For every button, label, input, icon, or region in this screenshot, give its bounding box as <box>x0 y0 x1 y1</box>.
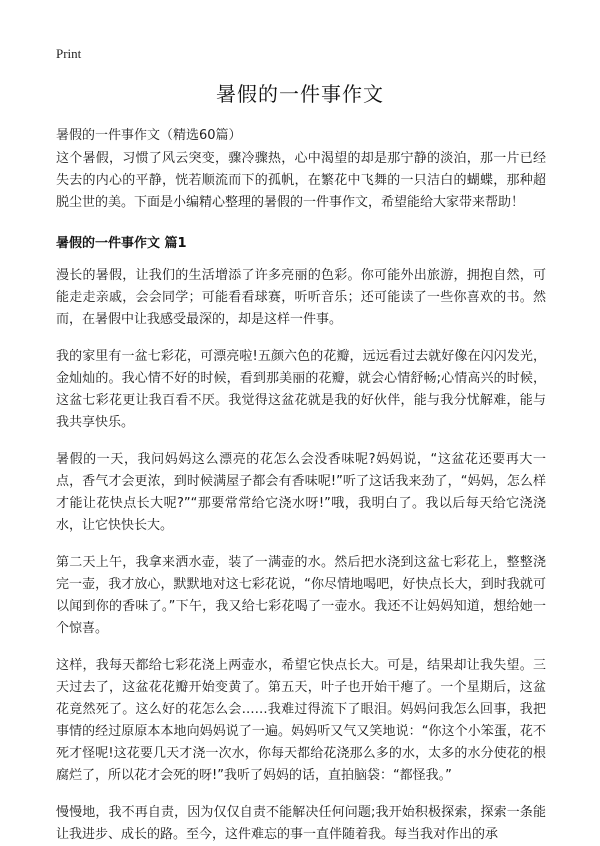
intro-paragraph: 这个暑假，习惯了风云突变，骤冷骤热，心中渴望的却是那宁静的淡泊，那一片已经失去的内心的平静，恍若顺流而下的孤帆，在繁花中飞舞的一只洁白的蝴蝶，那种超脱尘世的美。下面是小编精心整理的暑假的一件事作文，希望能给大家带来帮助！ <box>56 151 546 210</box>
paragraph: 第二天上午，我拿来洒水壶，装了一满壶的水。然后把水浇到这盆七彩花上，整整浇完一壶，我才放心，默默地对这七彩花说，“你尽情地喝吧，好快点长大，到时我就可以闻到你的香味了。”下午，我又给七彩花喝了一壶水。我还不让妈妈知道，想给她一个惊喜。 <box>56 555 546 636</box>
paragraph: 漫长的暑假，让我们的生活增添了许多亮丽的色彩。你可能外出旅游，拥抱自然，可能走走亲戚，会会同学；可能看看球赛，听听音乐；还可能读了一些你喜欢的书。然而，在暑假中让我感受最深的，却是这样一件事。 <box>56 268 546 327</box>
paragraph: 慢慢地，我不再自责，因为仅仅自责不能解决任何问题;我开始积极探索，探索一条能让我进步、成长的路。至今，这件难忘的事一直伴随着我。每当我对作出的承 <box>56 805 546 842</box>
section-heading: 暑假的一件事作文 篇1 <box>56 236 187 251</box>
paragraph: 我的家里有一盆七彩花，可漂亮啦!五颜六色的花瓣，远远看过去就好像在闪闪发光，金灿灿的。我心情不好的时候，看到那美丽的花瓣，就会心情舒畅;心情高兴的时候，这盆七彩花更让我百看不厌。我觉得这盆花就是我的好伙伴，能与我分忧解难，能与我共享快乐。 <box>56 349 546 430</box>
article-body <box>56 148 546 846</box>
paragraph: 这样，我每天都给七彩花浇上两壶水，希望它快点长大。可是，结果却让我失望。三天过去了，这盆花花瓣开始变黄了。第五天，叶子也开始干瘪了。一个星期后，这盆花竟然死了。这么好的花怎么会……我难过得流下了眼泪。妈妈问我怎么回事，我把事情的经过原原本本地向妈妈说了一遍。妈妈听又气又笑地说：“你这个小笨蛋，花不死才怪呢!这花要几天才浇一次水，你每天都给花浇那么多的水，太多的水分使花的根腐烂了，所以花才会死的呀!”我听了妈妈的话，直拍脑袋：“都怪我。” <box>56 658 546 783</box>
page-title: 暑假的一件事作文 <box>216 82 384 106</box>
page-subtitle: 暑假的一件事作文（精选60篇） <box>56 128 242 143</box>
print-link[interactable]: Print <box>56 46 82 61</box>
paragraph: 暑假的一天，我问妈妈这么漂亮的花怎么会没香味呢?妈妈说，“这盆花还要再大一点，香气才会更浓，到时候满屋子都会有香味呢!”听了这话我来劲了，“妈妈，怎么样才能让花快点长大呢?”“那要常常给它浇水呀!”哦，我明白了。我以后每天给它浇浇水，让它快快长大。 <box>56 452 546 533</box>
